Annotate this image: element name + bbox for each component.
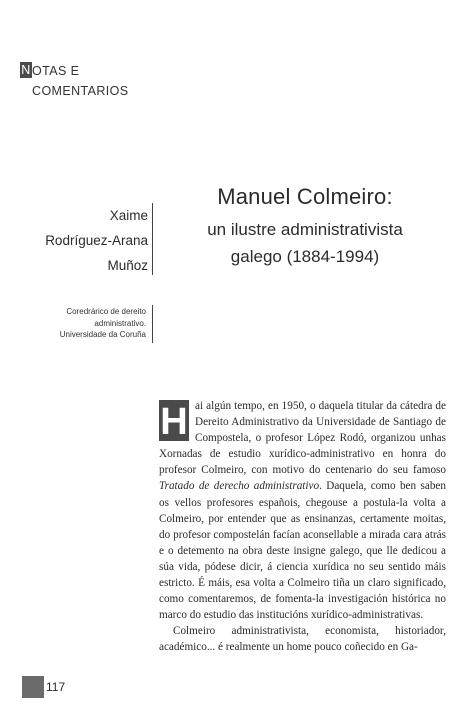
author-affiliation	[60, 306, 146, 341]
section-title-initial-2: C	[32, 84, 42, 98]
page-number-box	[22, 676, 44, 698]
section-title-line-2	[20, 84, 220, 98]
section-title-text-2: OMENTARIOS	[41, 84, 129, 98]
author-divider	[152, 203, 153, 275]
article-body	[159, 398, 446, 656]
author-line-3: Muñoz	[107, 258, 148, 273]
affiliation-line-1: Coredrárico de dereito	[66, 307, 146, 316]
affiliation-line-2: administrativo.	[94, 318, 146, 328]
paragraph-1-text-a: ai algún tempo, en 1950, o daquela titular da cátedra de Dereito Administrativo da Universidade de Santiago de Compostela, o profesor López Rodó, organizou unhas Xornadas de estudio xurídico-administrativo en honra do profesor Colmeiro, con motivo do centenario do seu famoso	[159, 400, 446, 477]
section-title-line-1	[20, 62, 220, 78]
paragraph-2: Colmeiro administrativista, economista, historiador, académico... é realmente un home pouco coñecido en Ga-	[159, 625, 446, 654]
title-sub-line-1: un ilustre administrativista	[207, 220, 403, 239]
page-footer	[22, 676, 65, 698]
author-line-2: Rodríguez-Arana	[45, 233, 148, 248]
author-name	[45, 203, 148, 278]
author-line-1: Xaime	[109, 208, 148, 223]
article-title	[170, 182, 440, 270]
section-header	[20, 62, 220, 98]
title-main: Manuel Colmeiro:	[217, 184, 393, 209]
page-number: 117	[46, 680, 66, 694]
section-title-text-1: OTAS E	[32, 64, 80, 78]
dropcap-letter: H	[160, 401, 188, 443]
affiliation-divider	[152, 305, 153, 343]
book-title-italic: Tratado de derecho administrativo	[159, 480, 320, 493]
affiliation-line-3: Universidade da Coruña	[59, 330, 146, 339]
section-initial-box: N	[21, 63, 31, 77]
title-sub-line-2: galego (1884-1994)	[230, 247, 380, 266]
paragraph-1	[159, 398, 446, 623]
paragraph-1-text-b: . Daquela, como ben saben os vellos profesores españois, chegouse a postula-la volta a Colmeiro, por entender que as ensinanzas, certamente moitas, do profesor compostelán facían aconsellable a mirada cara atrás e o detemento na obra deste insigne galego, que lle dedicou a súa vida, pódese dicir, á ciencia xurídica no seu sentido máis estricto. É máis, esa volta a Colmeiro tiña un claro significado, como comentaremos, de fomenta-la investigación histórica no marco do estudio das institucións xurídico-administrativas.	[159, 480, 446, 622]
